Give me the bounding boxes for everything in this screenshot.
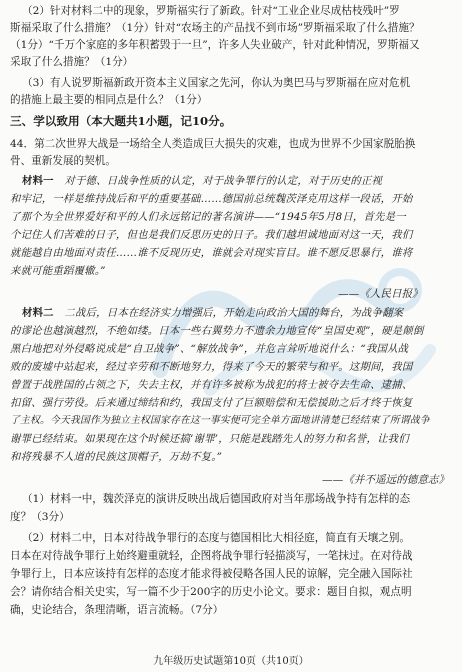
- question-44-line-2: 骨、重新发展的契机。: [10, 155, 116, 167]
- q2-line-1: （2）针对材料二中的现象，罗斯福实行了新政。针对“工业企业尽成枯枝残叶”罗: [22, 5, 400, 17]
- material-1-line-5: 就能越自由地面对责任……谁不反现历史，谁就会对现实盲目。谁不愿反思暴行，谁将: [10, 247, 413, 259]
- q2-line-4: 采取了什么措施？（1分）: [10, 56, 134, 68]
- material-1-line-6: 来就可能重蹈覆辙。”: [10, 265, 106, 277]
- subquestion-2-line-4: 会？请你结合相关史实，写一篇不少于200字的历史小论文。要求：题目自拟，观点明: [10, 586, 412, 598]
- material-2-line-4: 败的废墟中站起来，经过辛劳和不断地努力，得来了今天的繁荣与和平。这期间，我国: [10, 361, 413, 373]
- subquestion-2-line-5: 确，史论结合，条理清晰，语言流畅。（7分）: [10, 604, 224, 616]
- material-1-line-2: 和牢记，一样是维持战后和平的重要基础……德国前总统魏茨泽克用这样一段话，开始: [10, 193, 413, 205]
- material-1-label: 材料一: [22, 175, 54, 187]
- section-heading: 三、学以致用（本大题共1小题，记10分。: [10, 114, 232, 128]
- material-1-line-4: 个记住人们苦难的日子，但也是我们反思历史的日子。我们越坦诚地面对这一天，我们: [10, 229, 413, 241]
- material-2-line-7: 了主权。今天我国作为独立主权国家存在这一事实便可完全单方面地讲清楚已经结束了所谓战争: [10, 415, 430, 426]
- q2-line-2: 斯福采取了什么措施？（1分）针对“农场主的产品找不到市场”罗斯福采取了什么措施？: [10, 22, 420, 34]
- page-footer: 九年级历史试题第10页（共10页）: [153, 656, 309, 667]
- material-2-line-8: 谢罪已经结束。如果现在这个时候还搞‘谢罪’，只能是践踏先人的努力和名誉，让我们: [10, 433, 409, 445]
- material-1-line-1: [22, 174, 454, 188]
- material-1-line-3: 了那个为全世界爱好和平的人们永远铭记的著名演讲——“1945年5月8日，首先是一: [10, 211, 406, 223]
- subquestion-2-line-3: 争罪行上，日本应该持有怎样的态度才能求得被侵略各国人民的谅解，完全融入国际社: [10, 568, 413, 580]
- material-2-line-9: 和将残暴不人道的民族这顶帽子，万劫不复。”: [10, 451, 223, 463]
- question-44-line-1: 44．第二次世界大战是一场给全人类造成巨大损失的灾难，也成为世界不少国家脱胎换: [10, 138, 416, 150]
- subquestion-2-line-1: （2）材料二中，日本对待战争罪行的态度与德国相比大相径庭，简直有天壤之别。: [22, 532, 411, 544]
- material-2-line-5: 曾置于战胜国的占领之下，失去主权，并有许多被称为战犯的将士被夺去生命、逮捕、: [10, 379, 413, 391]
- material-1-text-a: 对于德、日战争性质的认定，对于战争罪行的认定，对于历史的正视: [64, 175, 383, 187]
- material-2-source: ——《并不遥远的德意志》: [322, 474, 450, 486]
- q3-line-1: （3）有人说罗斯福新政开资本主义国家之先河，你认为奥巴马与罗斯福在应对危机: [22, 77, 411, 89]
- subquestion-2-line-2: 日本在对待战争罪行上始终避重就轻，企图将战争罪行轻描淡写，一笔抹过。在对待战: [10, 550, 413, 562]
- material-2-line-6: 扣留、强行劳役。后来通过缔结和约，我国支付了巨额赔偿和无偿援助之后才终于恢复: [10, 397, 413, 409]
- subquestion-1-line-1: （1）材料一中，魏茨泽克的演讲反映出战后德国政府对当年那场战争持有怎样的态: [22, 493, 411, 505]
- material-2-line-3: 黑白地把对外侵略说成是“自卫战争”、“解放战争”，并危言耸听地说什么：“我国从战: [10, 343, 409, 355]
- q3-line-2: 的措施上最主要的相同点是什么？（1分）: [10, 94, 208, 106]
- q2-line-3: （1分）“千万个家庭的多年积蓄毁于一旦”，许多人失业破产，针对此种情况，罗斯福又: [10, 39, 420, 51]
- material-2-line-1: [22, 306, 454, 320]
- subquestion-1-line-2: 度？（3分）: [10, 511, 70, 523]
- material-1-source: ——《人民日报》: [338, 288, 423, 300]
- material-2-line-2: 的谬论也越演越烈，不绝如缕。日本一些右翼势力不遗余力地宣传“皇国史观”，硬是颠倒: [10, 325, 424, 337]
- material-2-label: 材料二: [22, 307, 54, 319]
- material-2-text-a: 二战后，日本在经济实力增强后，开始走向政治大国的舞台，为战争翻案: [64, 307, 404, 319]
